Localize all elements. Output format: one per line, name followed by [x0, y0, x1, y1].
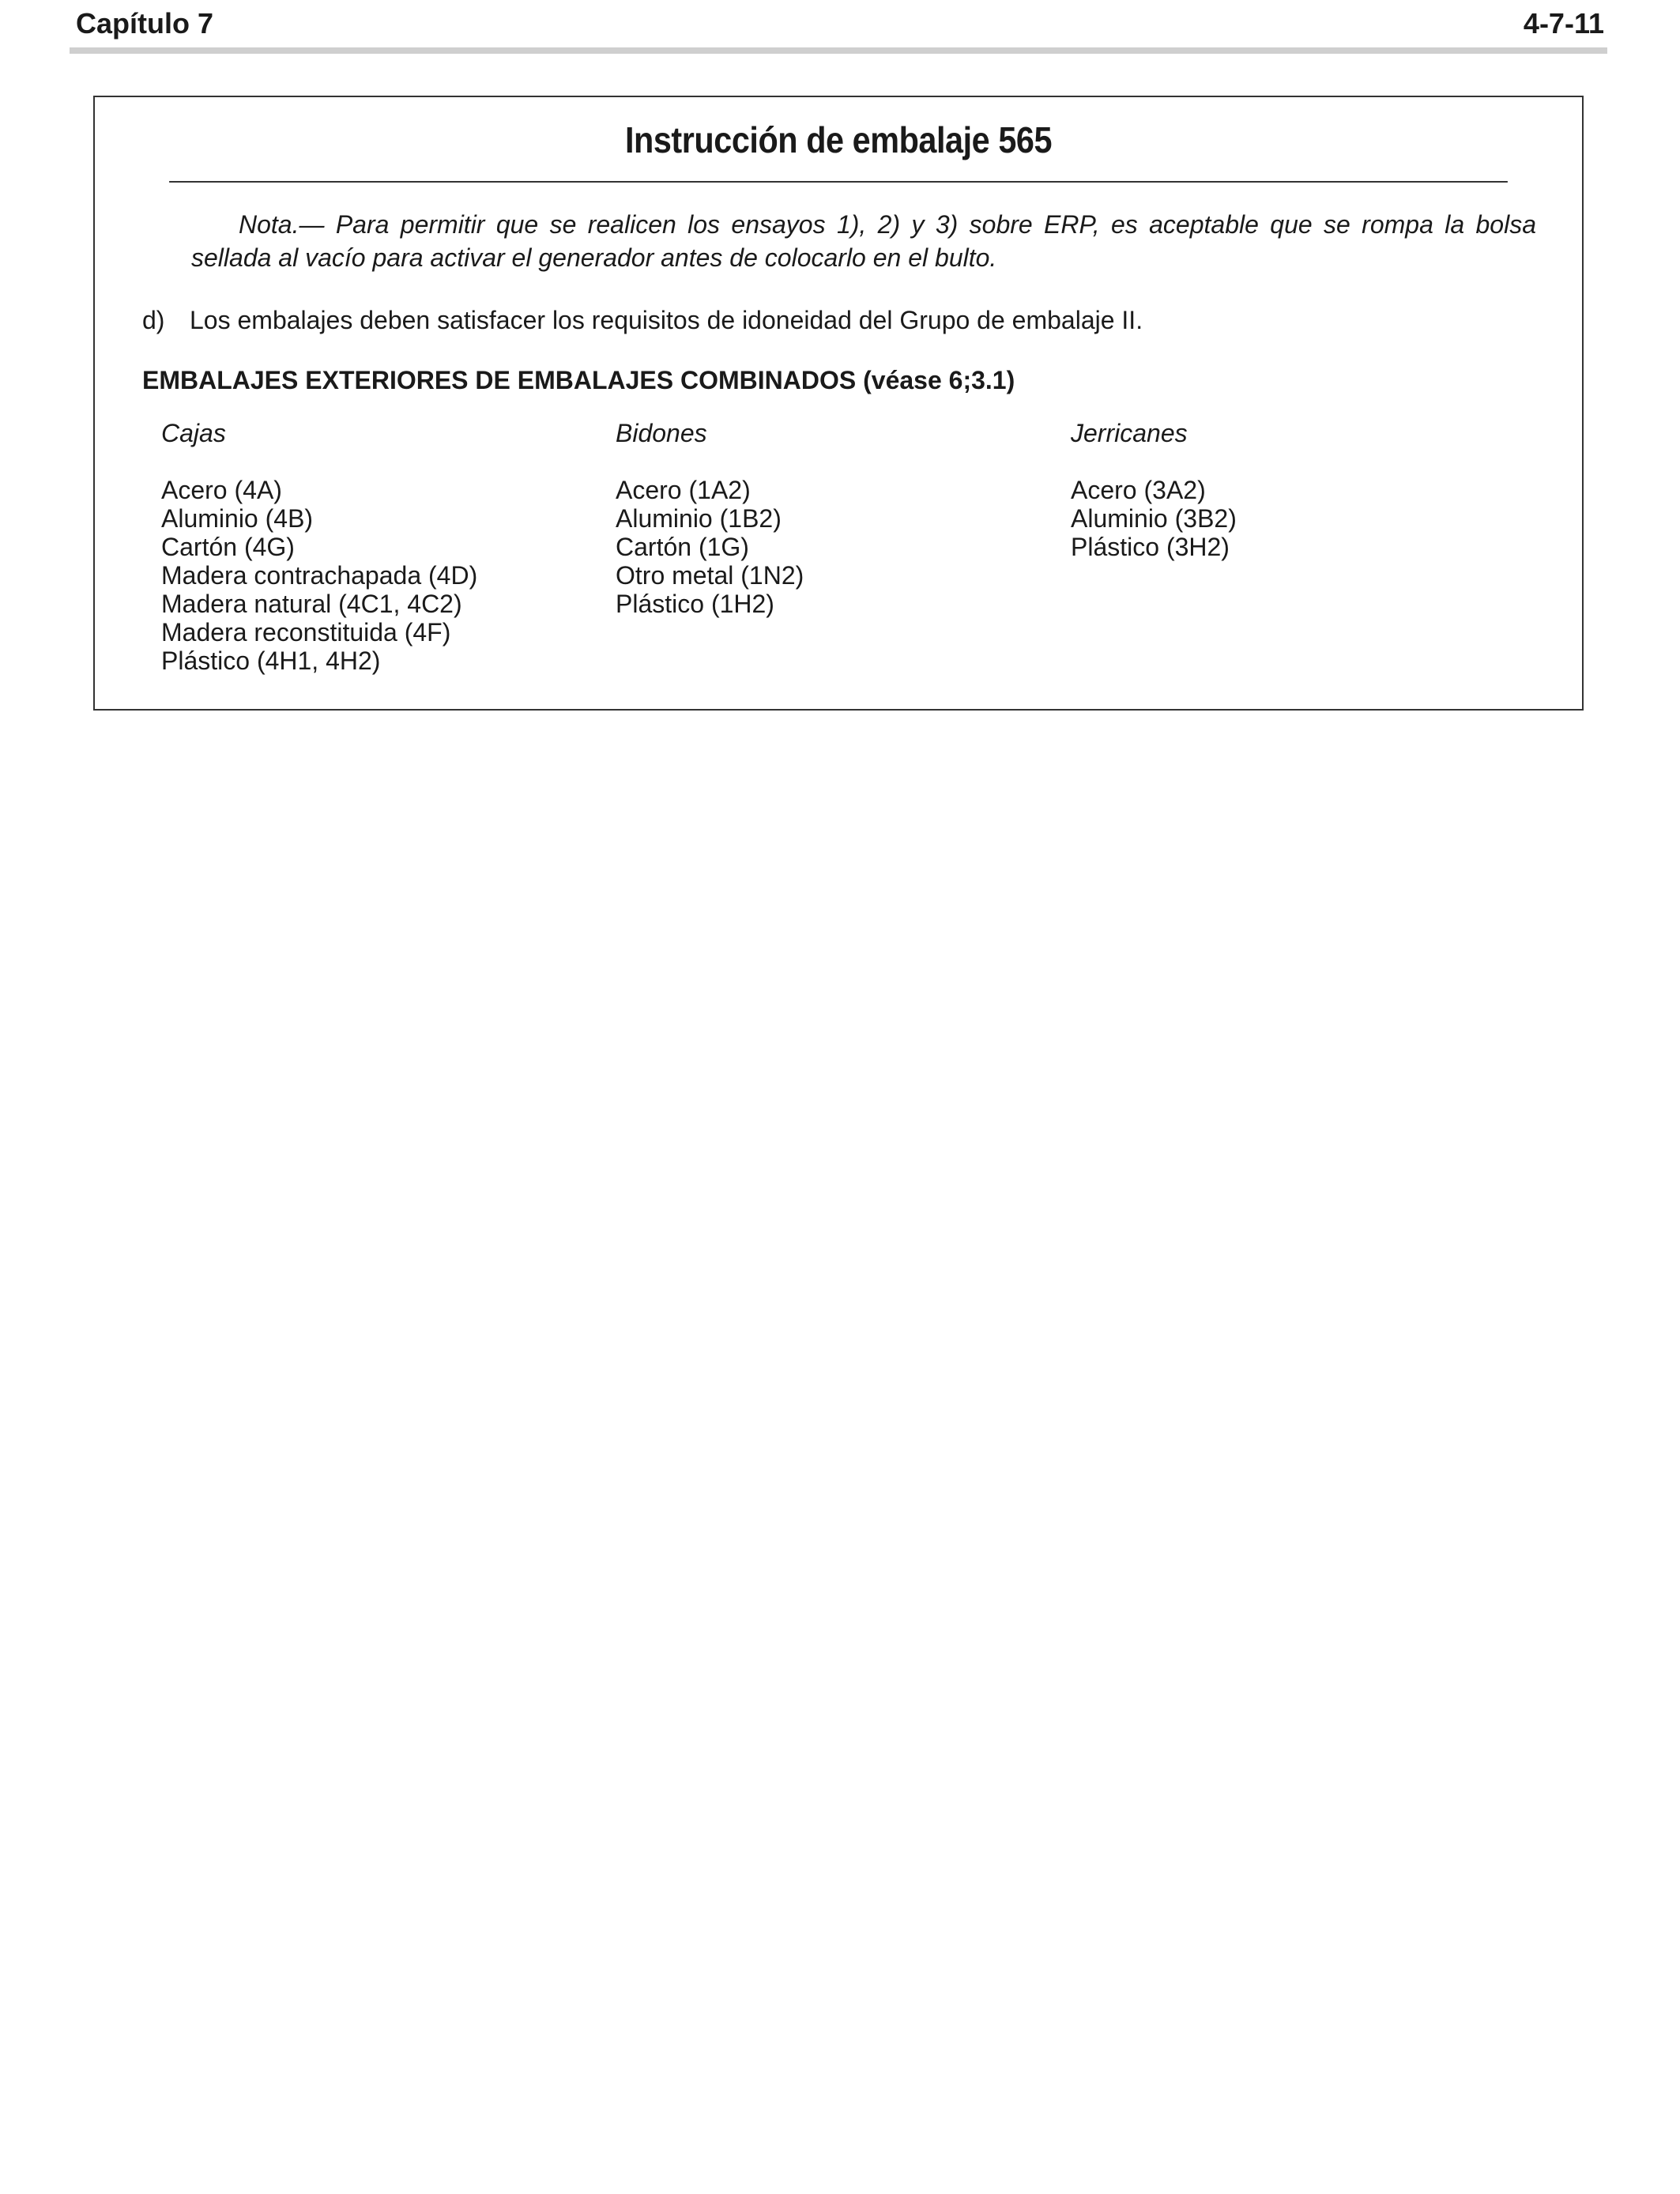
section-heading: EMBALAJES EXTERIORES DE EMBALAJES COMBINADOS (véase 6;3.1)	[142, 366, 1015, 394]
list-item: Acero (3A2)	[1071, 476, 1206, 504]
column-title: Bidones	[616, 419, 707, 447]
list-item: Plástico (3H2)	[1071, 533, 1230, 561]
list-item: Aluminio (4B)	[161, 504, 314, 533]
packing-instruction-title: Instrucción de embalaje 565	[169, 97, 1508, 183]
column-cajas	[161, 419, 477, 675]
list-item: Aluminio (3B2)	[1071, 504, 1237, 533]
list-item: Madera reconstituida (4F)	[161, 618, 451, 647]
list-item: Acero (1A2)	[616, 476, 751, 504]
column-title: Jerricanes	[1071, 419, 1188, 447]
column-jerricanes	[1071, 419, 1237, 561]
list-item: Cartón (1G)	[616, 533, 749, 561]
list-item: Madera contrachapada (4D)	[161, 561, 478, 590]
packing-instruction-box	[93, 96, 1584, 711]
list-item: Aluminio (1B2)	[616, 504, 782, 533]
header-rule	[70, 47, 1607, 54]
page-header	[76, 3, 1604, 44]
list-marker: d)	[142, 306, 165, 334]
list-item: Cartón (4G)	[161, 533, 295, 561]
list-item: Otro metal (1N2)	[616, 561, 804, 590]
list-item: Plástico (1H2)	[616, 590, 774, 618]
list-item: Plástico (4H1, 4H2)	[161, 647, 381, 675]
page-number: 4-7-11	[1523, 7, 1604, 40]
requirement-text: Los embalajes deben satisfacer los requisitos de idoneidad del Grupo de embalaje II.	[190, 306, 1143, 334]
column-title: Cajas	[161, 419, 226, 447]
note-paragraph: Nota.— Para permitir que se realicen los ensayos 1), 2) y 3) sobre ERP, es aceptable que se rompa la bolsa sellada al vacío para activar el generador antes de colocarlo en el bulto.	[191, 210, 1536, 272]
column-bidones	[616, 419, 804, 618]
requirement-item-d	[142, 303, 1143, 337]
list-item: Acero (4A)	[161, 476, 282, 504]
list-item: Madera natural (4C1, 4C2)	[161, 590, 462, 618]
chapter-label: Capítulo 7	[76, 7, 214, 40]
